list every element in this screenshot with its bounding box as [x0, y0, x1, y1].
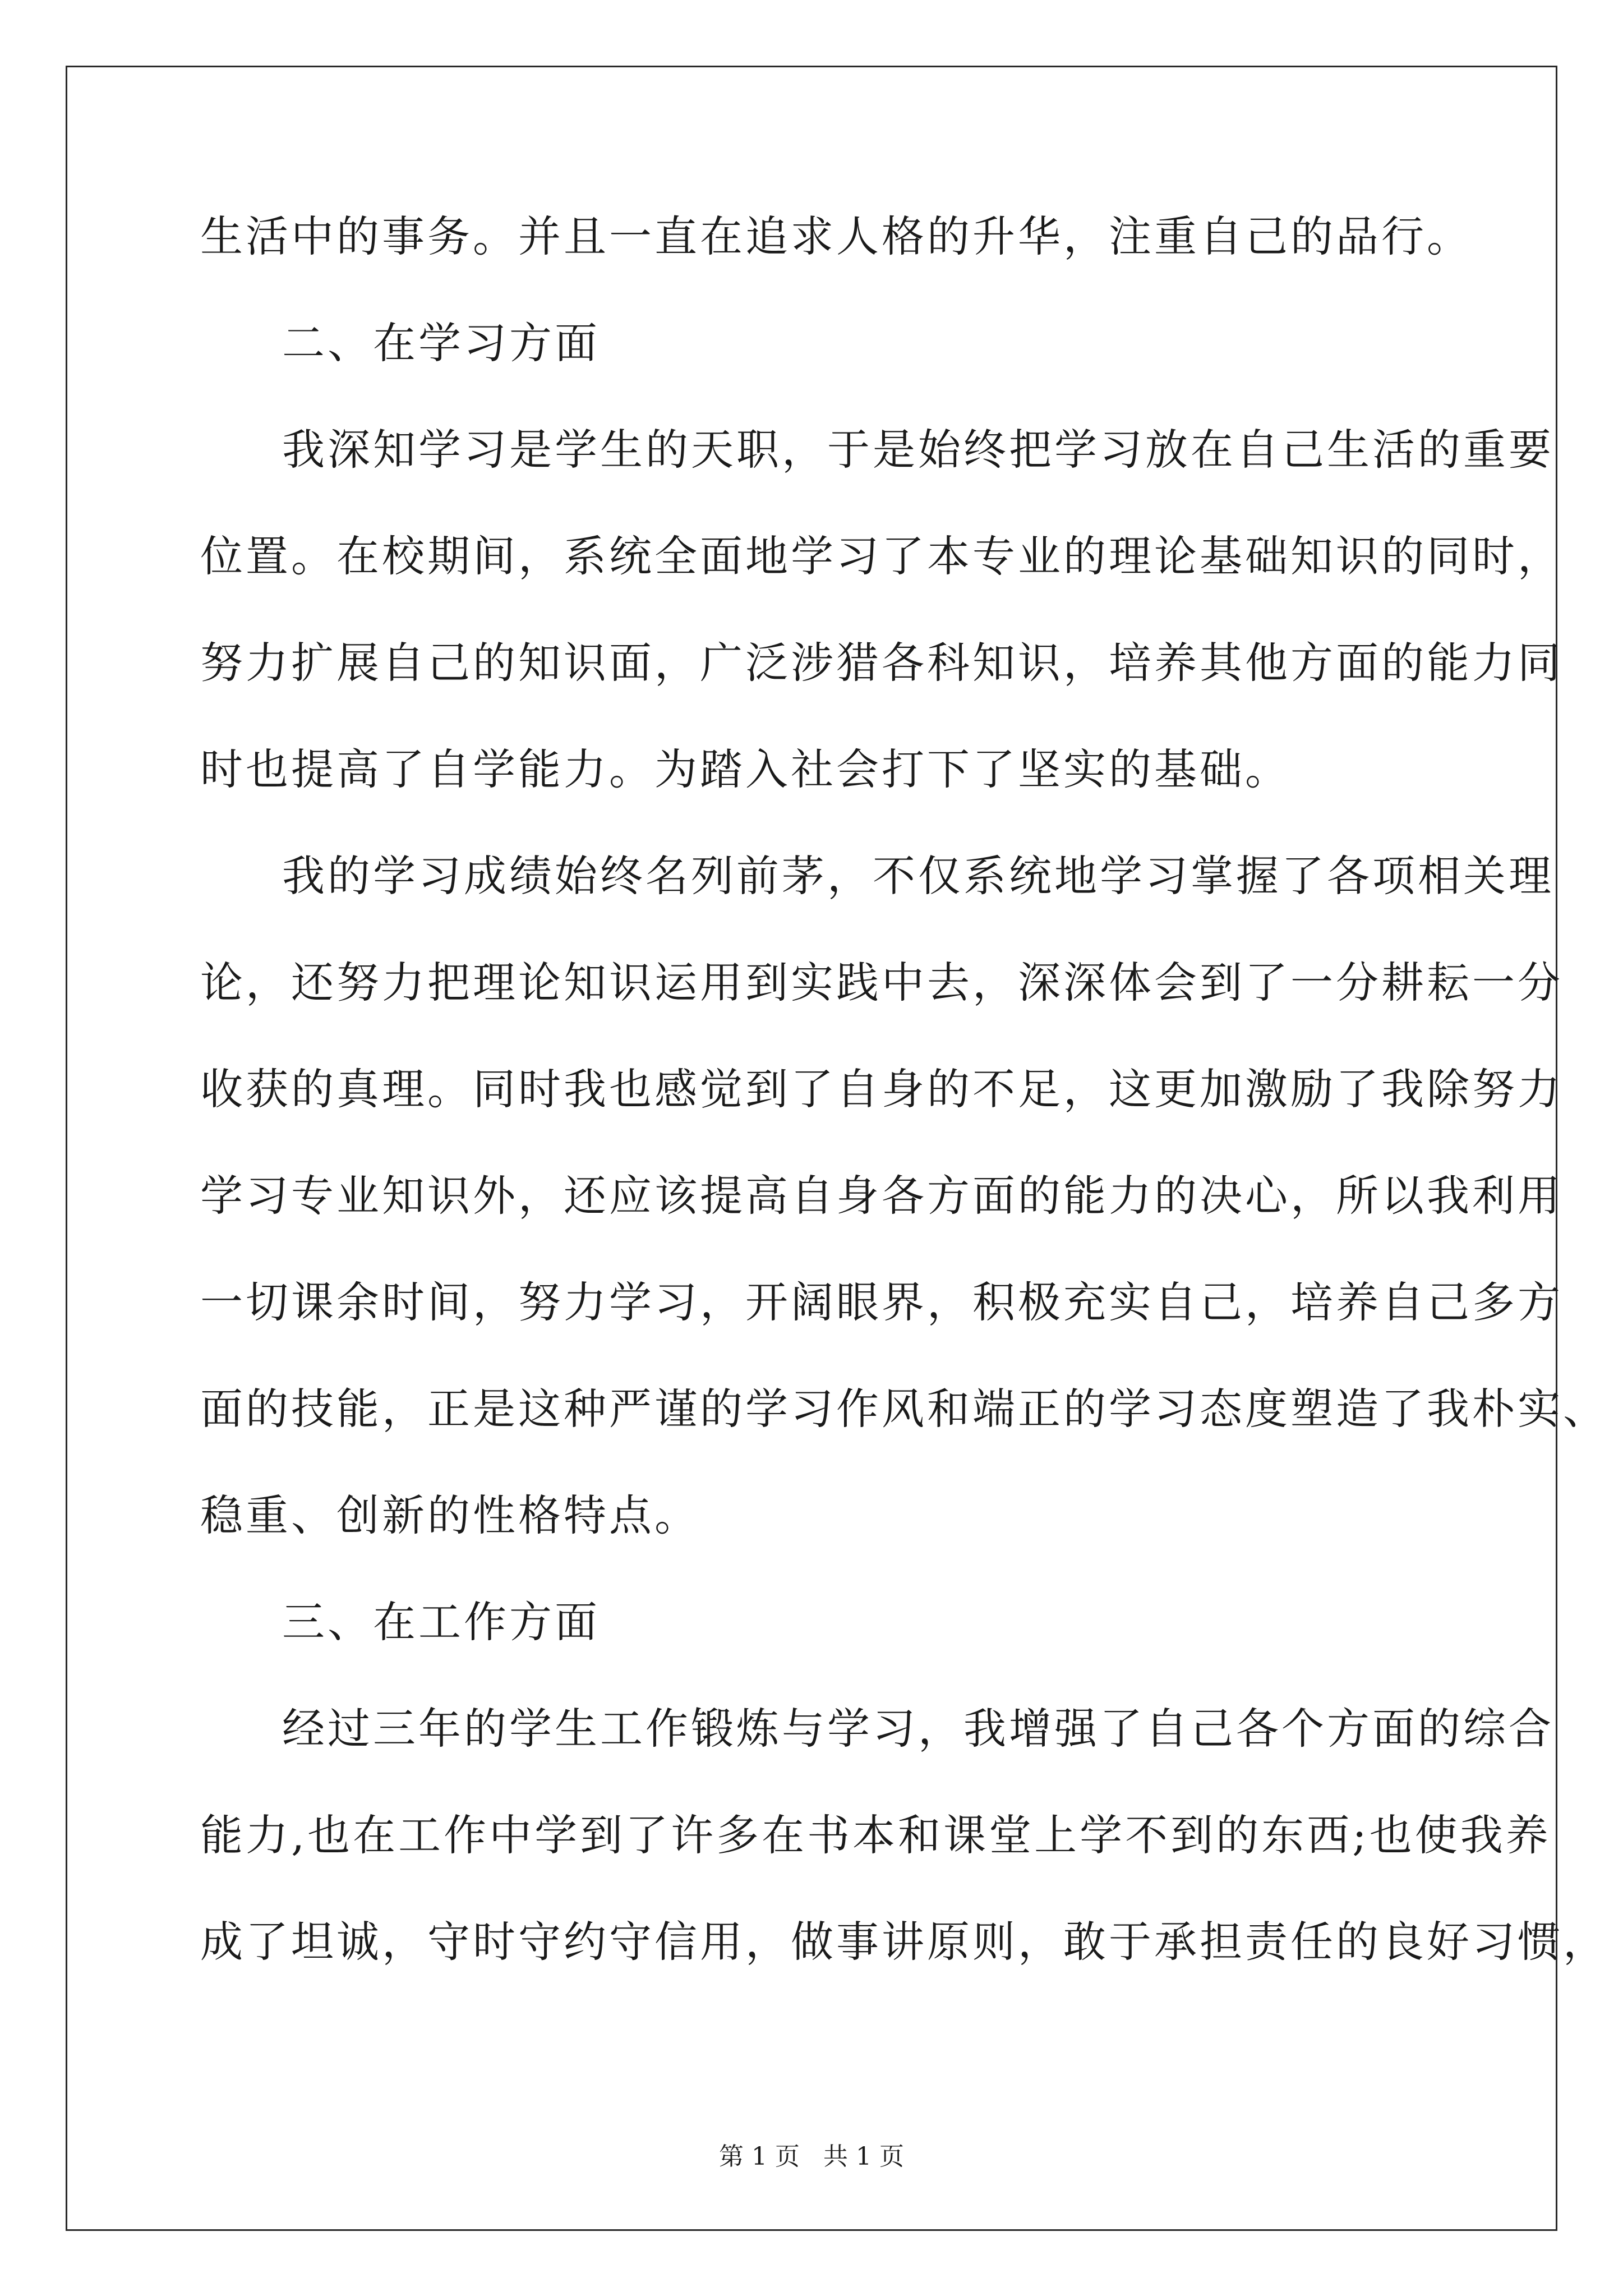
- document-body: [200, 211, 1608, 2027]
- text-line: 稳重、创新的性格特点。: [200, 1490, 700, 1540]
- page-number-footer: 第 1 页 共 1 页: [719, 2142, 904, 2171]
- text-line: 成了坦诚，守时守约守信用，做事讲原则，敢于承担责任的良好习惯，: [200, 1917, 1608, 1967]
- text-line: 一切课余时间，努力学习，开阔眼界，积极充实自己，培养自己多方: [200, 1277, 1563, 1327]
- text-line: 收获的真理。同时我也感觉到了自身的不足，这更加激励了我除努力: [200, 1064, 1563, 1114]
- section-heading-study: 二、在学习方面: [282, 318, 600, 368]
- text-line: 位置。在校期间，系统全面地学习了本专业的理论基础知识的同时，: [200, 531, 1563, 581]
- text-line: 能力,也在工作中学到了许多在书本和课堂上学不到的东西;也使我养: [200, 1810, 1551, 1860]
- text-line: 我的学习成绩始终名列前茅，不仅系统地学习掌握了各项相关理: [282, 851, 1554, 901]
- text-line: 我深知学习是学生的天职，于是始终把学习放在自己生活的重要: [282, 425, 1554, 475]
- text-line: 时也提高了自学能力。为踏入社会打下了坚实的基础。: [200, 744, 1290, 794]
- text-line: 经过三年的学生工作锻炼与学习，我增强了自己各个方面的综合: [282, 1704, 1554, 1754]
- text-line: 生活中的事务。并且一直在追求人格的升华，注重自己的品行。: [200, 211, 1472, 261]
- text-line: 面的技能，正是这种严谨的学习作风和端正的学习态度塑造了我朴实、: [200, 1384, 1608, 1434]
- section-heading-work: 三、在工作方面: [282, 1597, 600, 1647]
- text-line: 论，还努力把理论知识运用到实践中去，深深体会到了一分耕耘一分: [200, 958, 1563, 1007]
- text-line: 学习专业知识外，还应该提高自身各方面的能力的决心，所以我利用: [200, 1171, 1563, 1221]
- text-line: 努力扩展自己的知识面，广泛涉猎各科知识，培养其他方面的能力同: [200, 638, 1563, 688]
